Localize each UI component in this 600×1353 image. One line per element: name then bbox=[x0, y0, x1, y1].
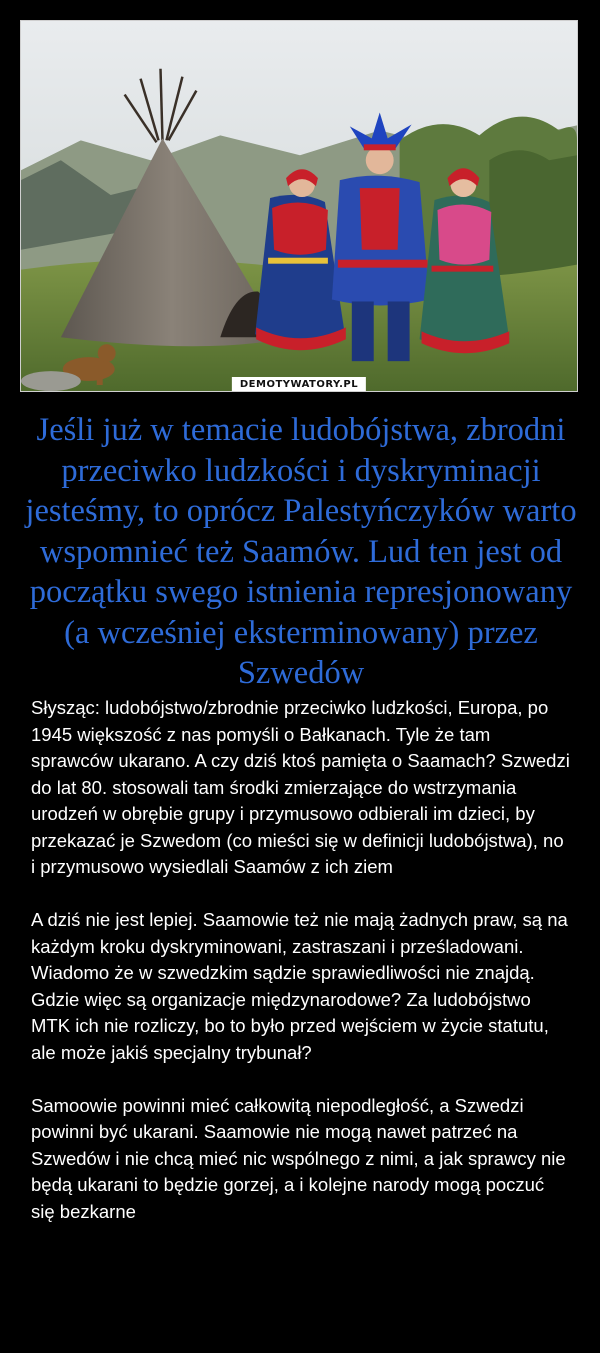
photo bbox=[21, 21, 577, 391]
headline: Jeśli już w temacie ludobójstwa, zbrodni przeciwko ludzkości i dyskryminacji jesteśmy, to oprócz Palestyńczyków warto wspomnieć też Saamów. Lud ten jest od początku swego istnienia represjonowany (a wcześniej eksterminowany) przez Szwedów bbox=[25, 412, 577, 691]
watermark: DEMOTYWATORY.PL bbox=[232, 377, 366, 391]
paragraph-2: A dziś nie jest lepiej. Saamowie też nie mają żadnych praw, są na każdym kroku dyskryminowani, zastraszani i prześladowani. Wiadomo że w szwedzkim sądzie sprawiedliwości nie znajdą. Gdzie więc są organizacje międzynarodowe? Za ludobójstwo MTK ich nie rozliczy, bo to było przed wejściem w życie statutu, ale może jakiś specjalny trybunał? bbox=[31, 909, 568, 1063]
body-text bbox=[31, 695, 571, 1225]
rock bbox=[21, 371, 81, 391]
paragraph-1: Słysząc: ludobójstwo/zbrodnie przeciwko ludzkości, Europa, po 1945 większość z nas pomyśli o Bałkanach. Tyle że tam sprawców ukarano. A czy dziś ktoś pamięta o Saamach? Szwedzi do lat 80. stosowali tam środki zmierzające do wstrzymania urodzeń w obrębie grupy i przymusowo odbierali im dzieci, by przekazać je Szwedom (co mieści się w definicji ludobójstwa), no i przymusowo wysiedlali Saamów z ich ziem bbox=[31, 697, 570, 877]
paragraph-3: Samoowie powinni mieć całkowitą niepodległość, a Szwedzi powinni być ukarani. Saamowie nie mogą nawet patrzeć na Szwedów i nie chcą mieć nic wspólnego z nimi, a jak sprawcy nie będą ukarani to będzie gorzej, a i kolejne narody mogą poczuć się bezkarne bbox=[31, 1094, 566, 1222]
photo-frame bbox=[20, 20, 578, 392]
